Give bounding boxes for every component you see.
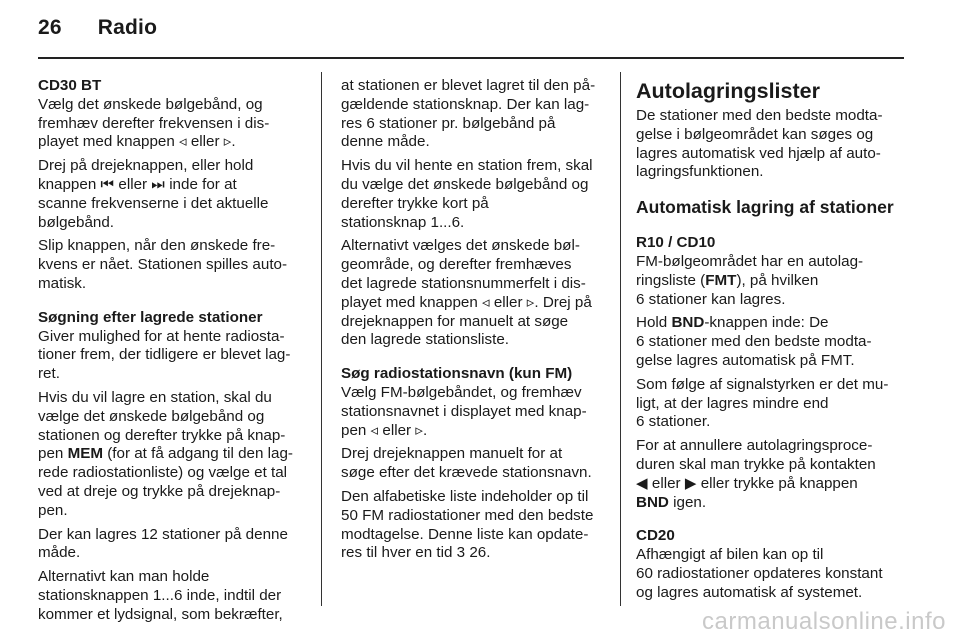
paragraph — [636, 376, 906, 432]
text-line: ret. — [38, 365, 60, 383]
text-line: duren skal man trykke på kontakten — [636, 455, 876, 473]
column-divider-2 — [620, 72, 621, 606]
cd30-heading: CD30 BT — [38, 77, 102, 94]
search-heading: Søgning efter lagrede stationer — [38, 308, 263, 326]
text-line: Hold — [636, 314, 672, 332]
text-line: geområde, og derefter fremhæves — [341, 256, 572, 274]
paragraph — [341, 157, 603, 232]
bnd-button-label: BND — [671, 314, 705, 332]
text-line: Alternativt kan man holde — [38, 568, 210, 586]
text-line: Vælg FM-bølgebåndet, og fremhæv — [341, 383, 582, 401]
paragraph — [38, 389, 306, 521]
text-line: FM-bølgeområdet har en autolag- — [636, 252, 864, 270]
text-line: Den alfabetiske liste indeholder op til — [341, 487, 589, 505]
text-line: De stationer med den bedste modta- — [636, 107, 883, 124]
fmt-label: FMT — [705, 271, 737, 289]
page-reference-link[interactable]: 3 26. — [456, 544, 491, 562]
paragraph — [38, 526, 306, 564]
text-line: 60 radiostationer opdateres konstant — [636, 564, 883, 582]
paragraph — [636, 546, 906, 602]
bnd-button-label: BND — [636, 493, 669, 511]
text-line: rede radiostationliste) og vælge et tal — [38, 464, 288, 482]
text-line: bølgebånd. — [38, 213, 114, 231]
paragraph — [341, 237, 603, 350]
text-line: pen — [38, 445, 68, 463]
paragraph — [341, 488, 603, 563]
r10-heading: R10 / CD10 — [636, 234, 716, 252]
text-line: Drej på drejeknappen, eller hold — [38, 157, 254, 175]
text-line: denne måde. — [341, 133, 430, 151]
paragraph — [636, 107, 906, 182]
text-line: at stationen er blevet lagret til den på- — [341, 77, 596, 94]
paragraph — [341, 384, 603, 440]
text-line: Som følge af signalstyrken er det mu- — [636, 375, 889, 393]
text-line: res til hver en tid — [341, 544, 457, 562]
paragraph — [636, 253, 906, 309]
column-divider-1 — [321, 72, 322, 606]
text-line: gældende stationsknap. Der kan lag- — [341, 95, 590, 113]
text-line: ), på hvilken — [736, 271, 819, 289]
text-line: 6 stationer. — [636, 413, 711, 431]
page-number: 26 — [38, 16, 62, 39]
text-line: fremhæv derefter frekvensen i dis- — [38, 114, 270, 132]
text-line: Der kan lagres 12 stationer på denne — [38, 525, 288, 543]
text-line: knappen ⏮ eller ⏭ inde for at — [38, 175, 237, 193]
text-line: ringsliste ( — [636, 271, 706, 289]
page-title: Radio — [97, 16, 158, 39]
paragraph — [38, 96, 306, 152]
text-line: ◀ eller ▶ eller trykke på knappen — [636, 474, 858, 492]
column-2 — [341, 77, 603, 568]
text-line: stationsknappen 1...6 inde, indtil der — [38, 586, 282, 604]
text-line: derefter trykke kort på — [341, 194, 489, 212]
text-line: Vælg det ønskede bølgebånd, og — [38, 95, 263, 113]
text-line: drejeknappen for manuelt at søge — [341, 312, 569, 330]
text-line: pen. — [38, 501, 68, 519]
cd20-heading: CD20 — [636, 527, 675, 545]
text-line: gelse i bølgeområdet kan søges og — [636, 125, 874, 143]
fm-search-heading: Søg radiostationsnavn (kun FM) — [341, 365, 573, 383]
text-line: 6 stationer kan lagres. — [636, 290, 786, 308]
text-line: Alternativt vælges det ønskede bøl- — [341, 237, 580, 255]
paragraph — [38, 568, 306, 624]
paragraph — [38, 237, 306, 293]
text-line: res 6 stationer pr. bølgebånd på — [341, 114, 556, 132]
text-line: den lagrede stationsliste. — [341, 331, 510, 349]
text-line: For at annullere autolagringsproce- — [636, 437, 873, 455]
mem-button-label: MEM — [67, 445, 103, 463]
section-heading: Autolagringslister — [636, 79, 820, 103]
text-line: -knappen inde: De — [704, 314, 829, 332]
text-line: playet med knappen ◃ eller ▹. Drej på — [341, 293, 592, 311]
header-rule — [38, 57, 904, 59]
paragraph — [341, 445, 603, 483]
text-line: måde. — [38, 544, 81, 562]
text-line: vælge det ønskede bølgebånd og — [38, 407, 265, 425]
column-3 — [636, 77, 906, 608]
text-line: matisk. — [38, 274, 87, 292]
text-line: pen ◃ eller ▹. — [341, 421, 428, 439]
text-line: det lagrede stationsnummerfelt i dis- — [341, 274, 586, 292]
text-line: ligt, at der lagres mindre end — [636, 394, 829, 412]
text-line: modtagelse. Denne liste kan opdate- — [341, 525, 589, 543]
text-line: stationsknap 1...6. — [341, 213, 465, 231]
text-line: Hvis du vil lagre en station, skal du — [38, 388, 272, 406]
paragraph — [341, 77, 603, 152]
text-line: søge efter det krævede stationsnavn. — [341, 464, 592, 482]
text-line: stationsnavnet i displayet med knap- — [341, 402, 587, 420]
text-line: Drej drejeknappen manuelt for at — [341, 445, 563, 463]
subsection-heading: Automatisk lagring af stationer — [636, 197, 894, 218]
page-header — [38, 16, 157, 40]
text-line: Afhængigt af bilen kan op til — [636, 546, 824, 564]
text-line: Slip knappen, når den ønskede fre- — [38, 237, 276, 255]
text-line: playet med knappen ◃ eller ▹. — [38, 133, 236, 151]
paragraph — [38, 157, 306, 232]
text-line: kommer et lydsignal, som bekræfter, — [38, 605, 283, 623]
text-line: gelse lagres automatisk på FMT. — [636, 351, 855, 369]
text-line: lagringsfunktionen. — [636, 163, 764, 181]
paragraph — [636, 314, 906, 370]
text-line: scanne frekvenserne i det aktuelle — [38, 194, 269, 212]
paragraph — [636, 437, 906, 512]
text-line: Hvis du vil hente en station frem, skal — [341, 157, 593, 175]
text-line: tioner frem, der tidligere er blevet lag- — [38, 346, 291, 364]
text-line: 50 FM radiostationer med den bedste — [341, 506, 594, 524]
text-line: (for at få adgang til den lag- — [103, 445, 293, 463]
text-line: stationen og derefter trykke på knap- — [38, 426, 286, 444]
text-line: kvens er nået. Stationen spilles auto- — [38, 256, 288, 274]
text-line: lagres automatisk ved hjælp af auto- — [636, 144, 881, 162]
text-line: og lagres automatisk af systemet. — [636, 583, 863, 601]
text-line: Giver mulighed for at hente radiosta- — [38, 327, 285, 345]
paragraph — [38, 328, 306, 384]
text-line: igen. — [668, 493, 707, 511]
text-line: ved at dreje og trykke på drejeknap- — [38, 482, 281, 500]
text-line: du vælge det ønskede bølgebånd og — [341, 175, 589, 193]
column-1 — [38, 77, 306, 630]
text-line: 6 stationer med den bedste modta- — [636, 333, 872, 351]
watermark: carmanualsonline.info — [702, 608, 946, 635]
